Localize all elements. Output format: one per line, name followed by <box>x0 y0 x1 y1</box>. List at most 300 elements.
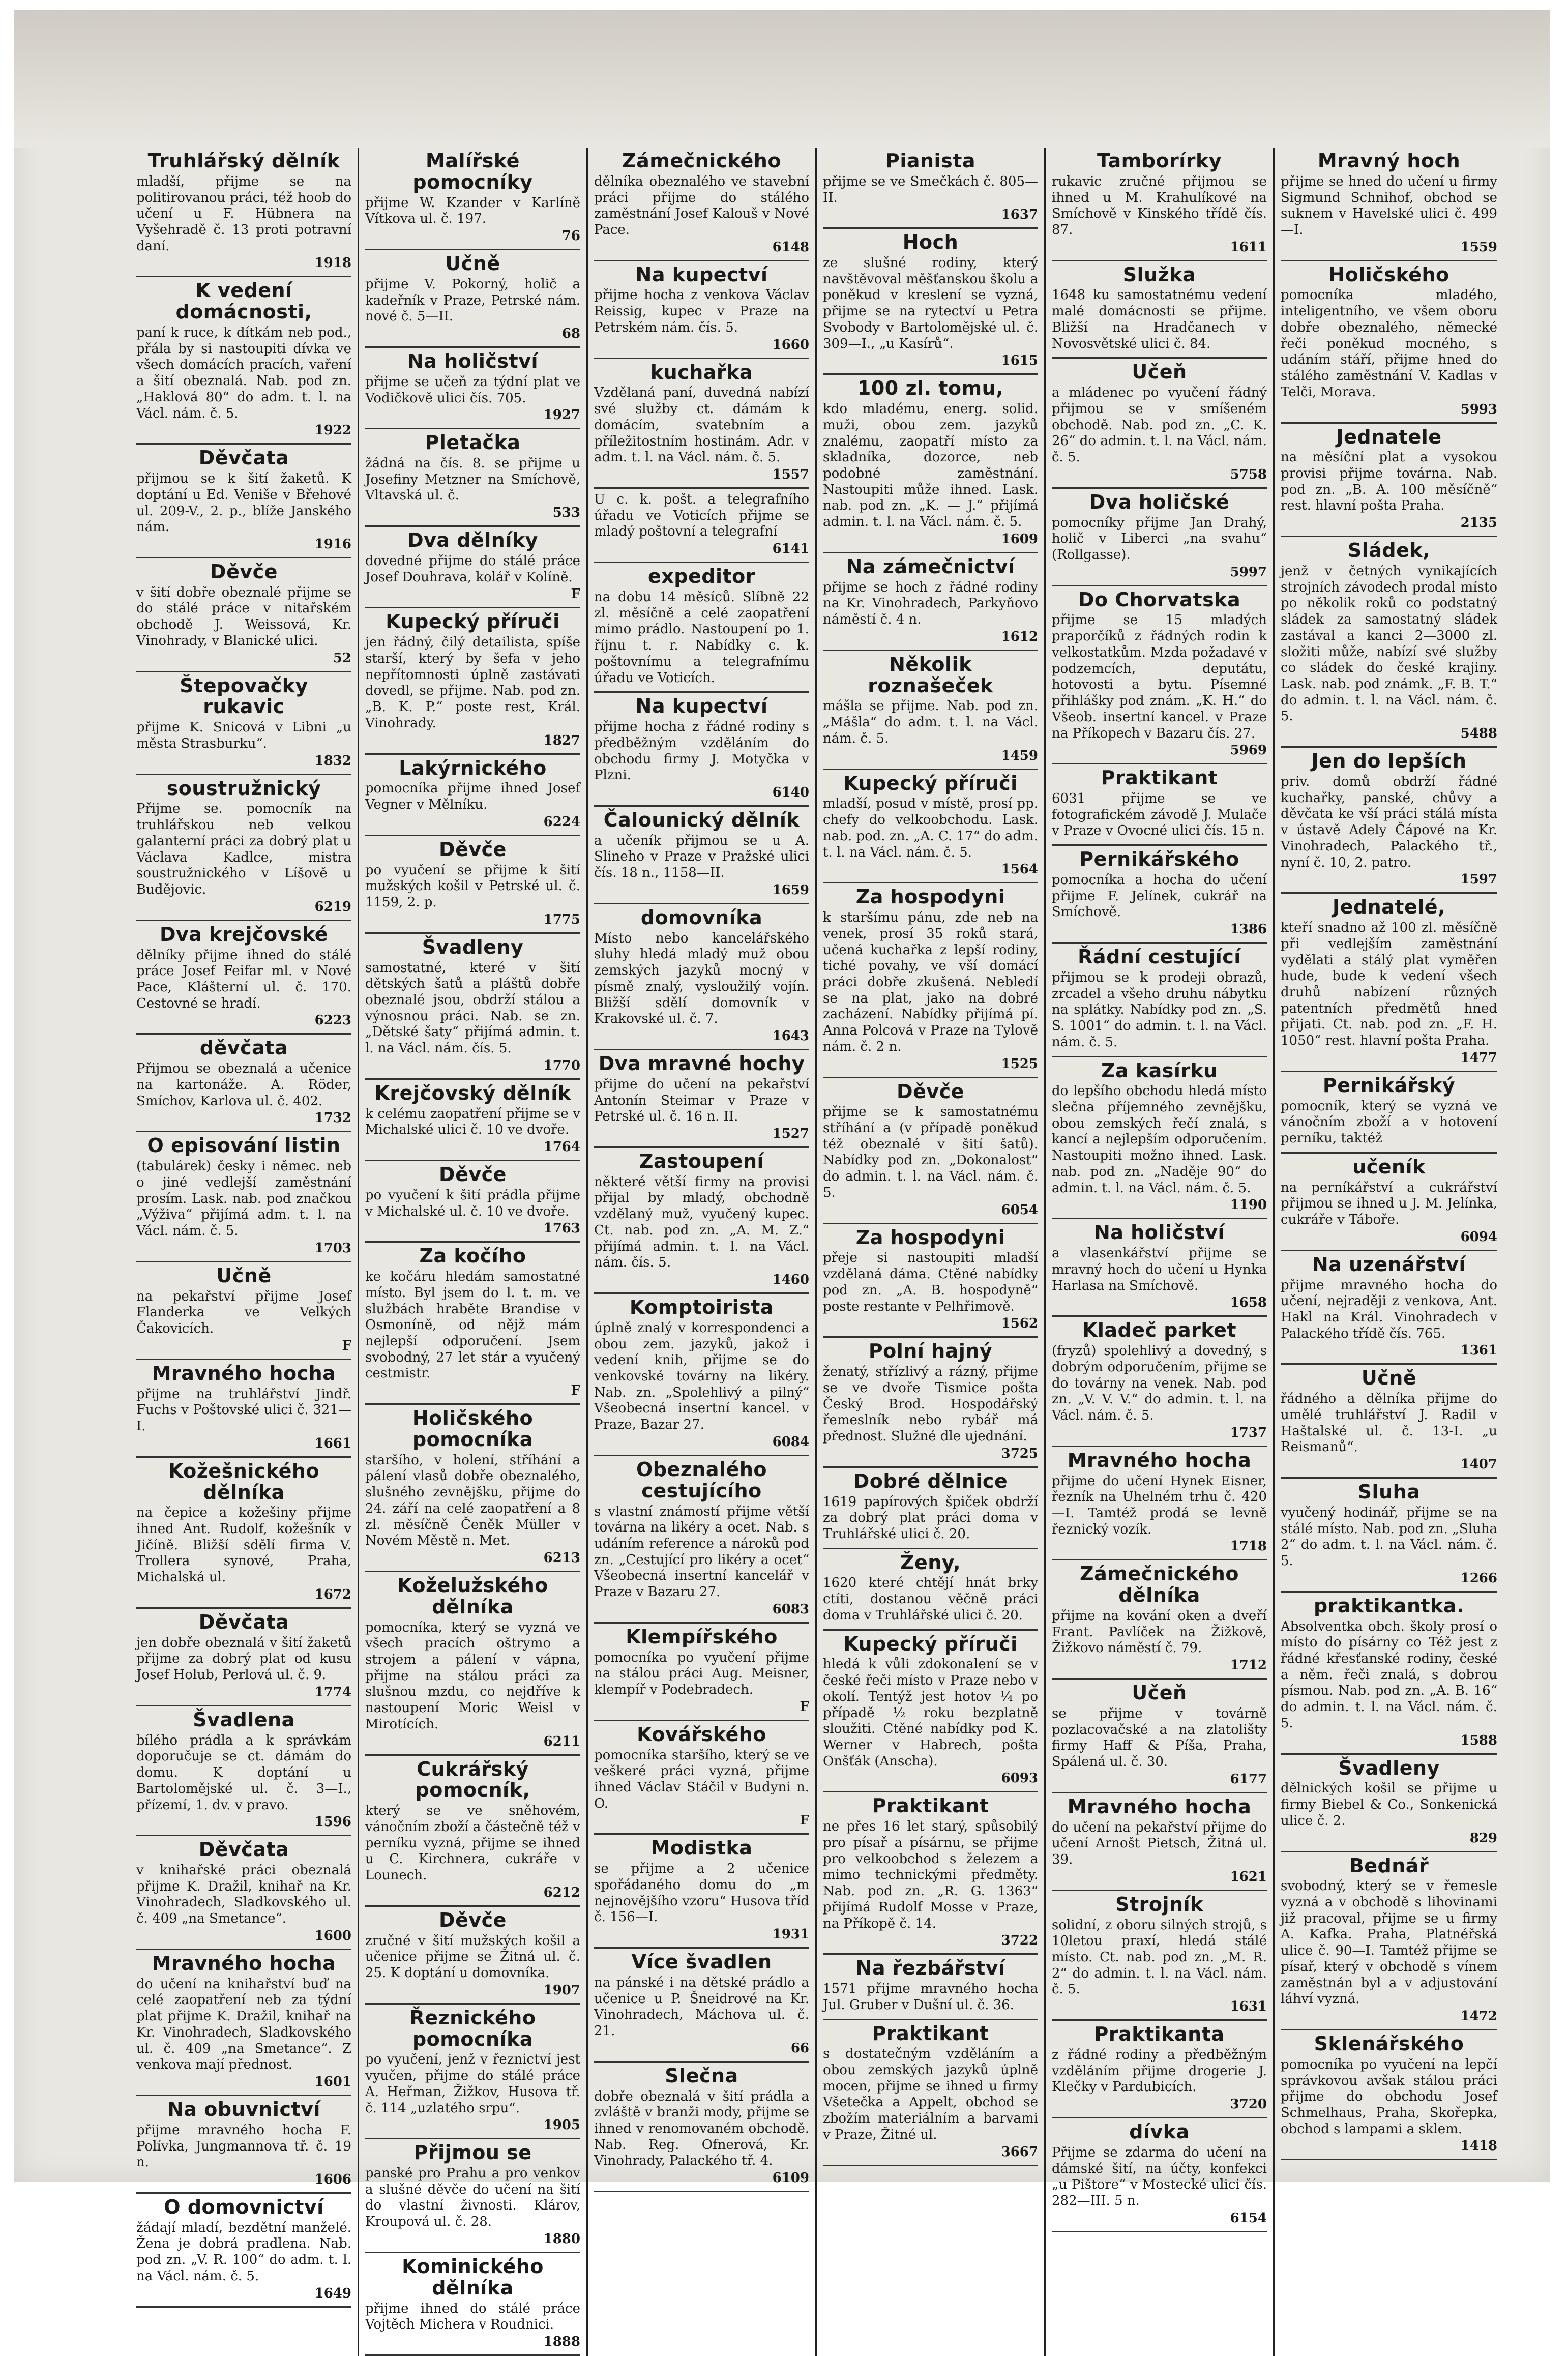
ad-reference-number: F <box>342 1338 351 1353</box>
classified-ad <box>365 1080 580 1161</box>
ad-text: 1571 přijme mravného hocha Jul. Gruber v Dušní ul. č. 36. <box>823 1981 1038 2013</box>
classified-ad <box>594 359 809 489</box>
ad-text: přijme se hned do učení u firmy Sigmund Schnihof, obchod se suknem v Havelské ulici č. 499—I. <box>1281 173 1497 238</box>
classified-ad <box>136 1132 351 1262</box>
ad-text: na perníkářství a cukrářství přijmou se ihned u J. M. Jelínka, cukráře v Táboře. <box>1281 1180 1497 1227</box>
ad-text: některé větší firmy na provisi přijal by mladý, obchodně vzdělaný muž, vyučený kupec. Ct. nab. pod zn. „A. M. Z.“ přijímá admin. t. l. na Václ. nám. čís. 5. <box>594 1174 809 1271</box>
ad-text: 1648 ku samostatnému vedení malé domácnosti se přijme. Bližší na Hradčanech v Novosvětské ulici č. 84. <box>1052 287 1267 351</box>
ad-text: s dostatečným vzděláním a obou zemských jazyků úplně mocen, přijme se ihned u firmy Všetečka a Appelt, obchod se zbožím materiálním a barvami v Praze, Žitné ul. <box>823 2046 1038 2142</box>
ad-title: Na řezbářství <box>855 1957 1005 1980</box>
ad-title: Pletačka <box>425 431 521 454</box>
ad-text: solidní, z oboru silných strojů, s 10letou praxí, hledá stálé místo. Ct. nab. pod zn. „M. R. 2“ do admin. t. l. na Václ. nám. č. 5. <box>1052 1917 1267 1997</box>
ad-text: do učení na knihařství buď na celé zaopatření neb za týdní plat přijme K. Dražil, knihař na Kr. Vinohradech, Sladkovského ul. č. 409 „na Smetance“. Z venkova mají přednost. <box>136 1976 351 2073</box>
classified-ad <box>365 1907 580 2005</box>
ad-text: staršího, v holení, stříhání a pálení vlasů dobře obeznalého, slušného zevnějšku, přijme do 24. září na celé zaopatření a 8 zl. měsíčně Čeněk Müller v Novém Městě n. Met. <box>365 1452 580 1549</box>
ad-title: Jednatelé, <box>1333 896 1445 919</box>
ad-text: se přijme v továrně pozlacovačské a na zlatolišty firmy Haff & Píša, Praha, Spálená ul. č. 30. <box>1052 1705 1267 1770</box>
classified-ad <box>136 775 351 921</box>
ad-reference-number: 1564 <box>1001 862 1038 877</box>
ad-text: přijme hocha z řádné rodiny s předběžným vzděláním do obchodu firmy J. Motyčka v Plzni. <box>594 719 809 783</box>
ad-text: žádná na čís. 8. se přijme u Josefiny Metzner na Smíchově, Vltavská ul. č. <box>365 456 580 504</box>
classified-ad <box>136 672 351 775</box>
ad-reference-number: 66 <box>790 2040 809 2056</box>
ad-text: dělníka obeznalého ve stavební práci přijme do stálého zaměstnání Josef Kalouš v Nové Pace. <box>594 173 809 238</box>
ad-title: Malířské pomocníky <box>412 150 533 193</box>
ad-title: Na kupectví <box>635 263 768 286</box>
ad-title: Mravný hoch <box>1317 150 1461 172</box>
ad-text: ženatý, střízlivý a rázný, přijme se ve dvoře Tismice pošta Český Brod. Hospodářský řemeslník nebo rybář má přednost. Služné dle ujednání. <box>823 1364 1038 1444</box>
classified-ad <box>1052 846 1267 944</box>
ad-text: a učeník přijmou se u A. Slineho v Praze v Pražské ulici čís. 18 n., 1158—II. <box>594 833 809 881</box>
classified-ad <box>594 2063 809 2192</box>
ad-title: Praktikant <box>872 2022 989 2045</box>
ad-text: který se ve sněhovém, vánočním zboží a částečně též v perníku vyzná, přijme se ihned u C. Kirchnera, cukráře v Lounech. <box>365 1803 580 1883</box>
ad-title: Učeň <box>1132 361 1187 384</box>
ad-reference-number: 1621 <box>1230 1869 1267 1884</box>
classified-ad <box>136 148 351 277</box>
ad-reference-number: F <box>571 586 580 602</box>
classified-ad <box>365 1756 580 1907</box>
classified-ad <box>823 1078 1038 1224</box>
classified-ad <box>594 1624 809 1721</box>
classified-ad <box>1052 1560 1267 1680</box>
ad-reference-number: 52 <box>333 650 351 666</box>
ad-title: Děvče <box>210 560 278 583</box>
ad-reference-number: 1643 <box>772 1028 809 1044</box>
ad-title: Zastoupení <box>639 1150 764 1172</box>
ad-title: Služka <box>1122 263 1196 286</box>
ad-reference-number: 1827 <box>543 732 580 748</box>
ad-text: 6031 přijme se ve fotografickém závodě J. Mulače v Praze v Ovocné ulici čís. 15 n. <box>1052 791 1267 839</box>
ad-title: Dva mravné hochy <box>598 1052 805 1075</box>
ad-title: domovníka <box>640 906 763 929</box>
ad-reference-number: 1907 <box>543 1982 580 1998</box>
ad-text: pomocníka a hocha do učení přijme F. Jelínek, cukrář na Smíchově. <box>1052 872 1267 920</box>
ad-reference-number: 1527 <box>772 1126 809 1141</box>
ad-reference-number: 6093 <box>1001 1771 1038 1786</box>
classified-ad <box>365 755 580 836</box>
classified-ad <box>365 1243 580 1405</box>
ad-title: Pernikářský <box>1322 1074 1456 1097</box>
ad-text: po vyučení, jenž v řeznictví jest vyučen, přijme do stálé práce A. Heřman, Žižkov, Husova tř. č. 114 „uzlatého srpu“. <box>365 2052 580 2116</box>
ad-text: dobře obeznalá v šití prádla a zvláště v branži mody, přijme se ihned v renomovaném obchodě. Nab. Reg. Ofnerová, Kr. Vinohrady, Palackého tř. 4. <box>594 2088 809 2169</box>
ad-text: panské pro Prahu a pro venkov a slušné děvče do učení na šití do vlastní živnosti. Klárov, Kroupová ul. č. 28. <box>365 2166 580 2230</box>
ad-text: jenž v četných vynikajících strojních závodech prodal místo po několik roků co podstatný sládek za samostatný sládek zastával a kanci 2—3000 zl. složiti může, nabízí své služby co sládek do české krajiny. Lask. nab. pod známk. „F. B. T.“ do admin. t. l. na Václ. nám. č. 5. <box>1281 563 1497 724</box>
ad-reference-number: F <box>571 1383 580 1399</box>
ad-title: Krejčovský dělník <box>374 1081 571 1104</box>
ad-text: přijme se učeň za týdní plat ve Vodičkově ulici čís. 705. <box>365 374 580 406</box>
ad-reference-number: 1637 <box>1001 207 1038 223</box>
classified-ad <box>136 1609 351 1706</box>
ad-text: samostatné, které v šití dětských šatů a pláštů dobře obeznalé jsou, obdrží stálou a výnosnou práci. Nab. se zn. „Dětské šaty“ přijímá admin. t. l. na Václ. nám. čís. 5. <box>365 960 580 1056</box>
classified-ad <box>823 1224 1038 1338</box>
ad-text: pomocníky přijme Jan Drahý, holič v Liberci „na svahu“ (Rollgasse). <box>1052 515 1267 563</box>
ad-title: Čalounický dělník <box>603 808 800 831</box>
classified-ad <box>823 1955 1038 2020</box>
ad-text: na dobu 14 měsíců. Slíbně 22 zl. měsíčně a celé zaopatření mimo prádlo. Nastoupení po 1. říjnu t. r. Nabídky c. k. poštovnímu a telegrafnímu úřadu ve Voticích. <box>594 589 809 686</box>
ad-title: Cukrářský pomocník, <box>415 1757 530 1802</box>
classified-ad <box>136 445 351 558</box>
ad-title: Děvče <box>439 1908 507 1931</box>
ad-text: úplně znalý v korrespondenci a obou zem. jazyků, jakož i vedení knih, přijme se do venkovské továrny na likéry. Nab. zn. „Spolehlivý a pilný“ Všeobecná insertní kancel. v Praze, Bazar 27. <box>594 1320 809 1433</box>
ad-text: přijme na kování oken a dveří Frant. Pavlíček na Žižkově, Žižkovo náměstí č. 79. <box>1052 1608 1267 1656</box>
ad-reference-number: 3667 <box>1001 2144 1038 2160</box>
classified-ad <box>365 1572 580 1756</box>
ad-text: přijme K. Snicová v Libni „u města Strasburku“. <box>136 720 351 751</box>
ad-title: Kupecký příruči <box>386 610 560 633</box>
ad-text: jen řádný, čilý detailista, spíše starší, který by šefa v jeho nepřítomnosti úplně zastávati dovedl, se přijme. Nab. pod zn. „B. K. P.“ poste rest, Král. Vinohrady. <box>365 635 580 731</box>
ad-title: Mravného hocha <box>152 1952 336 1975</box>
ad-text: ke kočáru hledám samostatné místo. Byl jsem do l. t. m. ve službách hraběte Brandise v Osmoníně, od nějž mám nejlepší odporučení. Jsem svobodný, 27 let stár a vyučený cestmistr. <box>365 1269 580 1381</box>
ad-title: Bednář <box>1349 1854 1429 1877</box>
ad-reference-number: 1588 <box>1460 1732 1497 1748</box>
ad-reference-number: 1606 <box>314 2171 351 2187</box>
ad-text: pomocníka, který se vyzná ve všech pracích oštrymo a strojem a pálení v vápna, přijme na stálou práci za slušnou mzdu, co nejdříve k nastoupení Moric Weisl v Mirotících. <box>365 1619 580 1732</box>
ad-title: Na holičství <box>407 349 538 372</box>
ad-text: přijme se ve Smečkách č. 805—II. <box>823 173 1038 205</box>
ad-reference-number: 6094 <box>1460 1229 1497 1245</box>
classified-ad <box>1281 1852 1497 2031</box>
classified-ad <box>1281 1479 1497 1593</box>
ad-reference-number: 1559 <box>1460 239 1497 255</box>
ad-text: přeje si nastoupiti mladší vzdělaná dáma. Ctěné nabídky pod zn. „A. B. hospodyně“ poste restante v Pelhřimově. <box>823 1250 1038 1314</box>
ad-title: Sklenářského <box>1314 2033 1464 2055</box>
ad-reference-number: 1712 <box>1230 1658 1267 1673</box>
ad-reference-number: 1562 <box>1001 1316 1038 1332</box>
ad-title: Štepovačky rukavic <box>180 674 308 718</box>
ad-title: Tamborírky <box>1097 150 1222 172</box>
classified-ad <box>823 229 1038 375</box>
classified-ad <box>136 2194 351 2308</box>
ad-text: dělnických košil se přijme u firmy Biebel & Co., Sonkenická ulice č. 2. <box>1281 1781 1497 1829</box>
ad-reference-number: 2135 <box>1460 515 1497 531</box>
ad-text: v knihařské práci obeznalá přijme K. Dražil, knihař na Kr. Vinohradech, Sladkovského ul. č. 409 „na Smetance“. <box>136 1863 351 1927</box>
ad-title: Lakýrnického <box>399 756 547 779</box>
ad-reference-number: 1472 <box>1460 2009 1497 2024</box>
ad-reference-number: 1774 <box>314 1684 351 1700</box>
classified-ad <box>823 1338 1038 1467</box>
ad-reference-number: 1661 <box>314 1435 351 1451</box>
ad-reference-number: 6211 <box>543 1733 580 1749</box>
ad-text: ne přes 16 let starý, spůsobilý pro písař a písárnu, se přijme pro velkoobchod s železem a mimo technickými předměty. Nab. pod zn. „R. G. 1363“ přijímá Rudolf Mosse v Praze, na Příkopě č. 14. <box>823 1819 1038 1931</box>
ad-title: K vedení domácnosti, <box>175 279 312 323</box>
ad-text: pomocníka mladého, inteligentního, ve všem oboru dobře obeznalého, německé řeči poněkud mocného, s udáním stáří, přijme hned do stálého zaměstnání V. Kadlas v Telči, Morava. <box>1281 287 1497 400</box>
ad-text: U c. k. pošt. a telegrafního úřadu ve Voticích přijme se mladý poštovní a telegrafní <box>594 492 809 540</box>
ad-reference-number: 1732 <box>314 1110 351 1126</box>
ad-text: (tabulárek) česky i němec. neb o jiné vedlejší zaměstnání prosím. Lask. nab. pod značkou „Výživa“ přijímá adm. t. l. na Václ. nám. č. 5. <box>136 1159 351 1239</box>
ad-reference-number: F <box>800 1813 809 1829</box>
ad-title: Dva krejčovské <box>159 923 329 946</box>
ad-title: Truhlářský dělník <box>147 150 340 172</box>
ad-reference-number: 6219 <box>314 899 351 915</box>
classified-ad <box>1052 2118 1267 2232</box>
classified-ad <box>823 1792 1038 1955</box>
classified-ad <box>365 1161 580 1243</box>
classified-ad <box>1052 1447 1267 1561</box>
classified-ad <box>1281 2030 1497 2160</box>
ad-reference-number: 1832 <box>314 753 351 769</box>
ad-text: na měsíční plat a vysokou provisi přijme továrna. Nab. pod zn. „B. A. 100 měsíčně“ rest. hlavní pošta Praha. <box>1281 450 1497 514</box>
ad-text: rukavic zručné přijmou se ihned u M. Krahulíkové na Smíchově v Kinského třídě čís. 87. <box>1052 173 1267 238</box>
classified-ad <box>1052 489 1267 586</box>
ad-reference-number: 6213 <box>543 1550 580 1566</box>
ad-reference-number: 6148 <box>772 239 809 255</box>
ad-text: svobodný, který se v řemesle vyzná a v obchodě s lihovinami již pracoval, přijme se u firmy A. Kafka. Praha, Platnéřská ulice č. 90—I. Tamtéž přijme se písař, který v obchodě s vínem zaměstnán byl a v adjustování láhví vyzná. <box>1281 1878 1497 2007</box>
classified-ad <box>1052 1680 1267 1793</box>
ad-text: kdo mladému, energ. solid. muži, obou zem. jazyků znalému, zaopatří místo za skladníka, dozorce, neb podobné zaměstnání. Nastoupiti může ihned. Lask. nab. pod zn. „K. — J.“ přijímá admin. t. l. na Václ. nám. č. 5. <box>823 401 1038 530</box>
ad-reference-number: 76 <box>561 228 580 244</box>
ad-text: přijme W. Kzander v Karlíně Vítkova ul. č. 197. <box>365 195 580 227</box>
ad-text: Přijme se zdarma do učení na dámské šití, na účty, konfekci „u Pištore“ v Mostecké ulici čís. 282—III. 5 n. <box>1052 2144 1267 2209</box>
classified-ad <box>594 563 809 693</box>
ad-title: Děvčata <box>198 1610 289 1633</box>
classified-ad <box>1281 1072 1497 1154</box>
ad-text: ze slušné rodiny, který navštěvoval měšťanskou školu a poněkud v kreslení se vyzná, přijme se na rytectví u Petra Svobody v Bartolomějské ul. č. 309—I., „u Kasírů“. <box>823 255 1038 351</box>
ad-column <box>588 148 817 2356</box>
ad-title: Dva holičské <box>1089 490 1230 513</box>
ad-text: vyučený hodinář, přijme se na stálé místo. Nab. pod zn. „Sluha 2“ do adm. t. l. na Václ. nám. č. 5. <box>1281 1505 1497 1569</box>
ad-title: Švadleny <box>422 935 524 958</box>
ad-text: paní k ruce, k dítkám neb pod., přála by si nastoupiti dívka ve všech domácích pracích, vaření a šití obeznalá. Nab. pod zn. „Haklová 80“ do adm. t. l. na Václ. nám. č. 5. <box>136 325 351 421</box>
ad-text: přijmou se k prodeji obrazů, zrcadel a všeho druhu nábytku na splátky. Nabídky pod zn. „S. S. 1001“ do admin. t. l. na Václ. nám. č. 5. <box>1052 969 1267 1050</box>
ad-title: expeditor <box>648 565 755 588</box>
ad-title: Praktikant <box>872 1794 989 1817</box>
ad-title: Švadlena <box>193 1708 295 1731</box>
classified-ad <box>823 375 1038 553</box>
classified-ad <box>1281 148 1497 261</box>
ad-title: Děvčata <box>198 447 289 469</box>
classified-ad <box>136 1836 351 1950</box>
classified-ad <box>136 1706 351 1836</box>
classified-ad <box>823 2020 1038 2166</box>
ad-reference-number: 1918 <box>314 255 351 271</box>
ad-reference-number: 1612 <box>1001 629 1038 644</box>
classified-ad <box>365 1405 580 1572</box>
classified-ad <box>823 553 1038 651</box>
ad-title: Kovářského <box>637 1723 766 1746</box>
ad-title: Na obuvnictví <box>167 2098 320 2121</box>
ad-title: Pianista <box>885 150 976 172</box>
ad-reference-number: 1737 <box>1230 1425 1267 1440</box>
ad-reference-number: 5993 <box>1460 401 1497 417</box>
ad-title: Mravného hocha <box>1067 1449 1252 1471</box>
classified-ad <box>823 1549 1038 1631</box>
classified-ad <box>1052 261 1267 359</box>
ad-text: přijmou se k šití žaketů. K doptání u Ed. Veniše v Břehové ul. 209-V., 2. p., blíže Janského nám. <box>136 471 351 535</box>
ad-reference-number: 1597 <box>1460 872 1497 888</box>
ad-text: Vzdělaná paní, duvedná nabízí své služby ct. dámám k domácím, svatebním a příležitostním hostinám. Adr. v adm. t. l. na Václ. nám. č. 5. <box>594 385 809 465</box>
classified-ad <box>1052 586 1267 765</box>
ad-text: 1619 papírových špiček obdrží za dobrý plat práci doma v Truhlářské ulici č. 20. <box>823 1494 1038 1542</box>
ad-text: přijme ihned do stálé práce Vojtěch Michera v Roudnici. <box>365 2301 580 2333</box>
ad-title: Ženy, <box>900 1551 961 1574</box>
ad-text: po vyučení k šití prádla přijme v Michalské ul. č. 10 ve dvoře. <box>365 1187 580 1219</box>
ad-text: dělníky přijme ihned do stálé práce Josef Feifar ml. v Nové Pace, Klášterní ul. č. 170. Cestovné se hradí. <box>136 947 351 1011</box>
ad-title: Kominického dělníka <box>402 2255 544 2299</box>
classified-ad <box>1281 894 1497 1072</box>
ad-reference-number: 6154 <box>1230 2210 1267 2226</box>
ad-text: Přijmou se obeznalá a učenice na kartonáže. A. Röder, Smíchov, Karlova ul. č. 402. <box>136 1061 351 1109</box>
ad-text: do učení na pekařství přijme do učení Arnošt Pietsch, Žitná ul. 39. <box>1052 1819 1267 1868</box>
ad-title: Hoch <box>902 231 959 254</box>
classified-ad <box>594 1949 809 2063</box>
ad-reference-number: 6083 <box>772 1601 809 1617</box>
ad-reference-number: 1763 <box>543 1221 580 1236</box>
ad-reference-number: 1460 <box>772 1272 809 1288</box>
classified-ad <box>365 429 580 527</box>
ad-title: Koželužského dělníka <box>397 1574 548 1618</box>
classified-ad <box>365 527 580 608</box>
ad-reference-number: 1596 <box>314 1814 351 1830</box>
classified-ad <box>823 883 1038 1078</box>
classified-ad <box>136 921 351 1035</box>
ad-title: Učně <box>216 1264 272 1287</box>
classified-ad <box>594 148 809 261</box>
ad-reference-number: 68 <box>561 326 580 341</box>
classified-ad <box>1281 1251 1497 1365</box>
ad-title: Přijmou se <box>413 2141 532 2164</box>
ad-column <box>130 148 359 2356</box>
ad-text: přijme mravného hocha do učení, nejraději z venkova, Ant. Hakl na Král. Vinohradech v Palackého třídě čís. 765. <box>1281 1277 1497 1341</box>
ad-text: přijme se k samostatnému stříhání a (v případě poněkud též obeznalé v šití šatů). Nabídky pod zn. „Dokonalost“ do admin. t. l. na Václ. nám. č. 5. <box>823 1104 1038 1200</box>
ad-title: Řádní cestující <box>1078 946 1241 968</box>
ad-reference-number: 1525 <box>1001 1056 1038 1072</box>
classified-ad <box>1281 1593 1497 1755</box>
ad-reference-number: 6141 <box>772 541 809 557</box>
ad-reference-number: 1611 <box>1230 239 1267 255</box>
ad-title: Na uzenářství <box>1312 1253 1466 1276</box>
ad-text: přijme V. Pokorný, holič a kadeřník v Praze, Petrské nám. nové č. 5—II. <box>365 276 580 325</box>
ad-text: do lepšího obchodu hledá místo slečna příjemného zevnějšku, obou zemských řečí znalá, s kancí a nejlepším odporučením. Nastoupiti možno ihned. Lask. nab. pod zn. „Naděje 90“ do admin. t. l. na Václ. nám. č. 5. <box>1052 1083 1267 1196</box>
ad-title: Praktikanta <box>1094 2023 1225 2046</box>
ad-reference-number: F <box>800 1699 809 1715</box>
ad-text: mášla se přijme. Nab. pod zn. „Mášla“ do adm. t. l. na Václ. nám. č. 5. <box>823 698 1038 746</box>
ad-reference-number: 1888 <box>543 2334 580 2349</box>
ad-reference-number: 1407 <box>1460 1457 1497 1472</box>
ad-reference-number: 1477 <box>1460 1050 1497 1066</box>
ad-reference-number: 6223 <box>314 1013 351 1028</box>
ad-reference-number: 5488 <box>1460 726 1497 742</box>
ad-text: přijme na truhlářství Jindř. Fuchs v Poštovské ulici č. 321—I. <box>136 1386 351 1434</box>
ad-reference-number: 1601 <box>314 2074 351 2090</box>
classified-ad <box>1052 1219 1267 1317</box>
classified-ad <box>365 608 580 754</box>
ad-title: Modistka <box>650 1837 753 1860</box>
ad-reference-number: 1931 <box>772 1927 809 1942</box>
ad-text: na pekařství přijme Josef Flanderka ve Velkých Čakovicích. <box>136 1288 351 1337</box>
classified-ad <box>365 2139 580 2253</box>
ad-title: Za hospodyni <box>855 886 1005 908</box>
classified-ad <box>594 489 809 563</box>
classified-ad <box>1052 1891 1267 2021</box>
ad-title: Zámečnického dělníka <box>1080 1563 1239 1607</box>
ad-text: přijme do učení Hynek Eisner, řezník na Uhelném trhu č. 420—I. Tamtéž prodá se levně řeznický vozík. <box>1052 1473 1267 1537</box>
ad-title: Strojník <box>1115 1893 1203 1916</box>
classified-ad <box>823 770 1038 884</box>
ad-text: 1620 které chtějí hnát brky ctíti, dostanou věčně práci doma v Truhlářské ulici č. 20. <box>823 1575 1038 1623</box>
ad-reference-number: 1361 <box>1460 1343 1497 1359</box>
ad-reference-number: 1649 <box>314 2285 351 2301</box>
ad-title: Několik roznašeček <box>868 653 993 697</box>
ad-title: O domovnictví <box>164 2195 324 2218</box>
ad-title: Holičského pomocníka <box>412 1407 534 1451</box>
classified-ad <box>136 2096 351 2194</box>
classified-ad <box>365 2253 580 2356</box>
ad-reference-number: 1916 <box>314 536 351 552</box>
ad-reference-number: 1922 <box>314 423 351 438</box>
ad-title: Kupecký příruči <box>843 1632 1018 1655</box>
ad-reference-number: 6054 <box>1001 1202 1038 1218</box>
classified-ad <box>1052 1057 1267 1220</box>
classified-ad <box>136 1035 351 1132</box>
page-header-bleed <box>14 10 1550 148</box>
ad-reference-number: 5969 <box>1230 743 1267 758</box>
ad-column <box>817 148 1046 2356</box>
ad-reference-number: 1659 <box>772 882 809 898</box>
classified-ad <box>1052 148 1267 261</box>
ad-text: s vlastní známostí přijme větší továrna na likéry a ocet. Nab. s udáním reference a nároků pod zn. „Cestující pro likéry a ocet“ Všeobecná insertní kancelář v Praze v Bazaru 27. <box>594 1504 809 1600</box>
classified-ad <box>365 836 580 934</box>
ad-text: k celému zaopatření přijme se v Michalské ulici č. 10 ve dvoře. <box>365 1106 580 1138</box>
ad-reference-number: 1459 <box>1001 748 1038 763</box>
ad-title: Kožešnického dělníka <box>168 1459 320 1504</box>
ad-column <box>359 148 588 2356</box>
ad-title: Švadleny <box>1338 1756 1440 1779</box>
ad-text: se přijme a 2 učenice spořádaného domu do „m nejnovějšího vzoru“ Husova tříd č. 156—I. <box>594 1861 809 1925</box>
classified-ad <box>594 904 809 1050</box>
classified-ad <box>594 1050 809 1148</box>
ad-reference-number: 6109 <box>772 2170 809 2186</box>
ad-title: Děvčata <box>198 1838 289 1861</box>
newspaper-page <box>14 10 1550 2349</box>
ad-text: na čepice a kožešiny přijme ihned Ant. Rudolf, kožešník v Jičíně. Bližší sdělí firma V. Trollera synové, Praha, Michalská ul. <box>136 1505 351 1585</box>
ad-text: řádného a dělníka přijme do umělé truhlářství J. Radil v Haštalské ul. č. 13-I. „u Reismanů“. <box>1281 1391 1497 1455</box>
ad-text: žádají mladí, bezdětní manželé. Žena je dobrá pradlena. Nab. pod zn. „V. R. 100“ do adm. t. l. na Václ. nám. č. 5. <box>136 2220 351 2284</box>
ad-column <box>1275 148 1503 2356</box>
ad-text: Přijme se. pomocník na truhlářskou neb velkou galanterní práci za dobrý plat u Václava Kadlce, mistra soustružnického v Líšově u Budějovic. <box>136 801 351 898</box>
ad-title: Dobré dělnice <box>853 1469 1008 1492</box>
ad-text: zručné v šití mužských košil a učenice přijme se Žitná ul. č. 25. K doptání u domovníka. <box>365 1933 580 1981</box>
classified-ad <box>365 2005 580 2139</box>
classified-ad <box>594 1456 809 1624</box>
ad-text: přijme hocha z venkova Václav Reissig, kupec v Praze na Petrském nám. čís. 5. <box>594 287 809 335</box>
ad-text: v šití dobře obeznalé přijme se do stálé práce v nitařském obchodě J. Weissová, Kr. Vinohrady, v Blanické ulici. <box>136 584 351 649</box>
ad-title: Jednatele <box>1336 425 1442 448</box>
ad-reference-number: 1658 <box>1230 1295 1267 1311</box>
ad-title: Kladeč parket <box>1082 1319 1237 1342</box>
ad-column <box>1046 148 1275 2356</box>
classified-ad <box>823 148 1038 229</box>
classified-ad <box>594 261 809 359</box>
ad-reference-number: 1775 <box>543 911 580 927</box>
classified-ad <box>365 148 580 250</box>
classified-ad <box>365 250 580 348</box>
ad-text: přijme mravného hocha F. Polívka, Jungmannova tř. č. 19 n. <box>136 2122 351 2170</box>
ad-title: Učně <box>1361 1367 1417 1390</box>
classified-ad <box>136 1360 351 1458</box>
ad-text: přijme se hoch z řádné rodiny na Kr. Vinohradech, Parkyňovo náměstí č. 4 n. <box>823 579 1038 628</box>
ad-reference-number: 3720 <box>1230 2097 1267 2112</box>
ad-text: jen dobře obeznalá v šití žaketů přijme za dobrý plat od kusu Josef Holub, Perlová ul. č. 9. <box>136 1635 351 1683</box>
ad-title: Zámečnického <box>622 150 781 172</box>
ad-reference-number: 1880 <box>543 2231 580 2247</box>
ad-text: hledá k vůli zdokonalení se v české řeči místo v Praze nebo v okolí. Tentýž jest hotov ¼ po případě ½ roku bezplatně sloužiti. Ctěné nabídky pod K. Werner v Habrech, pošta Onšťák (Anscha). <box>823 1657 1038 1769</box>
classified-ad <box>1052 359 1267 488</box>
classified-ad <box>1281 261 1497 424</box>
classified-ad <box>594 1148 809 1294</box>
ad-reference-number: 829 <box>1469 1830 1497 1846</box>
ad-text: po vyučení se přijme k šití mužských košil v Petrské ul. č. 1159, 2. p. <box>365 862 580 910</box>
